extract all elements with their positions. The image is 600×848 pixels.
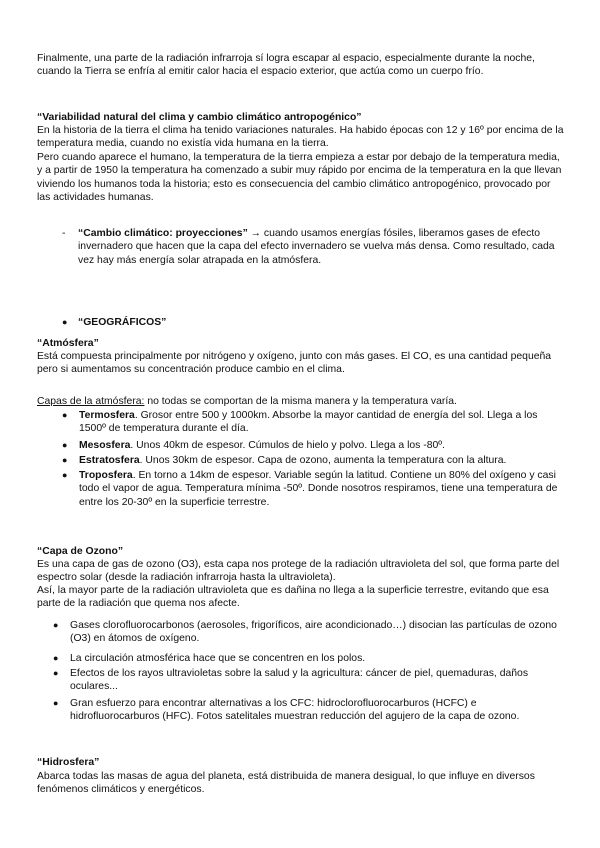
ozono-paragraph-2: Así, la mayor parte de la radiación ultravioleta que es dañina no llega a la superficie terrestre, evitando que esa parte de la radiación que quema nos afecte.: [37, 585, 549, 610]
bullet-icon: ●: [62, 470, 68, 480]
proyecciones-body: → cuando usamos energías fósiles, liberamos gases de efecto invernadero que hacen que la capa del efecto invernadero se vuelva más densa. Como resultado, cada vez hay más energía solar atrapada en la atmósfera.: [78, 228, 555, 266]
layer-name: Estratosfera: [79, 455, 140, 466]
layer-name: Termosfera: [79, 410, 135, 421]
layer-text: [79, 409, 565, 436]
layer-description: . Grosor entre 500 y 1000km. Absorbe la mayor cantidad de energía del sol. Llega a los 1500º de temperatura durante el día.: [79, 410, 538, 435]
capas-paragraph: [37, 395, 565, 408]
ozono-paragraph-1: Es una capa de gas de ozono (O3), esta capa nos protege de la radiación ultravioleta del sol, que forma parte del espectro solar (desde la radiación infrarroja hasta la ultravioleta).: [37, 559, 560, 584]
bullet-icon: ●: [53, 653, 59, 663]
variabilidad-paragraph-1: En la historia de la tierra el clima ha tenido variaciones naturales. Ha habido épocas con 12 y 16º por encima de la temperatura media, cuando no existía vida humana en la tierra.: [37, 125, 564, 150]
layer-name: Troposfera: [79, 470, 133, 481]
atmosfera-paragraph: Está compuesta principalmente por nitrógeno y oxígeno, junto con más gases. El CO, es una cantidad pequeña pero si aumentamos su concentración produce cambio en el clima.: [37, 351, 552, 376]
geograficos-heading: “GEOGRÁFICOS”: [78, 317, 167, 328]
ozono-heading: “Capa de Ozono”: [37, 546, 124, 557]
proyecciones-text: [78, 227, 565, 267]
hidrosfera-heading: “Hidrosfera”: [37, 757, 100, 768]
bullet-icon: ●: [62, 440, 68, 450]
capas-text: no todas se comportan de la misma manera y la temperatura varía.: [144, 396, 457, 407]
dash-marker: -: [62, 228, 66, 239]
variabilidad-paragraph-2: Pero cuando aparece el humano, la temperatura de la tierra empieza a estar por debajo de la temperatura media, y a partir de 1950 la temperatura ha comenzado a subir muy rápido por encima de la temperatura en la que llevan viviendo los humanos toda la historia; esto es consecuencia del cambio climático antropogénico, provocado por las actividades humanas.: [37, 152, 562, 204]
bullet-icon: ●: [53, 668, 59, 678]
ozono-item-text: Gases clorofluorocarbonos (aerosoles, frigoríficos, aire acondicionado…) disocian las partículas de ozono (O3) en átomos de oxígeno.: [70, 620, 557, 645]
layer-description: . Unos 40km de espesor. Cúmulos de hielo y polvo. Llega a los -80º.: [130, 440, 445, 451]
layer-text: [79, 439, 565, 452]
bullet-icon: ●: [62, 317, 68, 327]
proyecciones-label: “Cambio climático: proyecciones”: [78, 228, 248, 239]
ozono-item-text: Gran esfuerzo para encontrar alternativas a los CFC: hidroclorofluorocarburos (HCFC) e hidrofluorocarburos (HFC). Fotos satelitales muestran reducción del agujero de la capa de ozono.: [70, 698, 520, 723]
variabilidad-heading: “Variabilidad natural del clima y cambio climático antropogénico”: [37, 112, 362, 123]
ozono-item-text: Efectos de los rayos ultravioletas sobre la salud y la agricultura: cáncer de piel, quemaduras, daños oculares...: [70, 668, 529, 693]
ozono-item-text: La circulación atmosférica hace que se concentren en los polos.: [70, 653, 366, 664]
bullet-icon: ●: [62, 410, 68, 420]
atmosfera-heading: “Atmósfera”: [37, 338, 99, 349]
capas-label: Capas de la atmósfera:: [37, 396, 145, 407]
layer-name: Mesosfera: [79, 440, 131, 451]
layer-text: [79, 454, 565, 467]
layer-description: . Unos 30km de espesor. Capa de ozono, aumenta la temperatura con la altura.: [139, 455, 507, 466]
bullet-icon: ●: [53, 620, 59, 630]
layer-text: [79, 469, 565, 509]
bullet-icon: ●: [53, 698, 59, 708]
layer-description: . En torno a 14km de espesor. Variable según la latitud. Contiene un 80% del oxígeno y casi todo el vapor de agua. Temperatura mínima -50º. Donde nosotros respiramos, tiene una temperatura de entre los 20-30º en la superficie terrestre.: [79, 470, 558, 508]
hidrosfera-paragraph: Abarca todas las masas de agua del planeta, está distribuida de manera desigual, lo que influye en diversos fenómenos climáticos y energéticos.: [37, 771, 535, 796]
intro-paragraph: Finalmente, una parte de la radiación infrarroja sí logra escapar al espacio, especialmente durante la noche, cuando la Tierra se enfría al emitir calor hacia el espacio exterior, que actúa como un cuerpo frío.: [37, 53, 535, 78]
bullet-icon: ●: [62, 455, 68, 465]
